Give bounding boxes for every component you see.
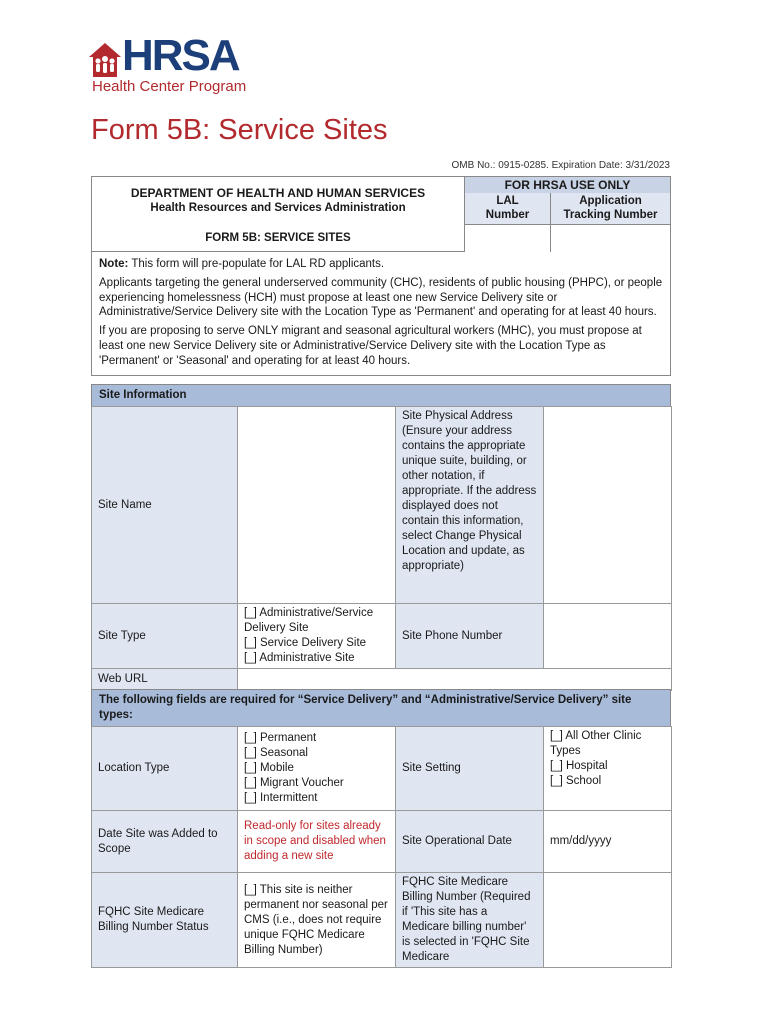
logo-wordmark: HRSA	[122, 31, 239, 80]
fqhc-status-label: FQHC Site Medicare Billing Number Status	[92, 873, 238, 968]
site-address-field[interactable]	[544, 407, 672, 604]
fqhc-number-label: FQHC Site Medicare Billing Number (Required if 'This site has a Medicare billing number' is selected in 'FQHC Site Medicare	[396, 873, 544, 968]
site-type-options	[238, 604, 396, 669]
readonly-note: Read-only for sites already in scope and disabled when adding a new site	[238, 811, 396, 873]
table-row	[92, 407, 672, 604]
tracking-number-field[interactable]	[551, 224, 670, 252]
location-option-migrant-voucher[interactable]: [_] Migrant Voucher	[244, 777, 344, 789]
location-type-label: Location Type	[92, 727, 238, 811]
site-type-option-admin[interactable]: [_] Administrative Site	[244, 652, 355, 664]
location-option-permanent[interactable]: [_] Permanent	[244, 732, 317, 744]
tracking-number-column	[550, 193, 670, 251]
site-type-option-admin-service[interactable]: [_] Administrative/Service Delivery Site	[244, 607, 374, 634]
site-name-label: Site Name	[92, 407, 238, 604]
web-url-field[interactable]	[238, 669, 672, 691]
site-name-field[interactable]	[238, 407, 396, 604]
section-heading-required-fields: The following fields are required for “Service Delivery” and “Administrative/Service Delivery” site types:	[91, 689, 671, 727]
instructions-box	[91, 252, 671, 376]
table-row	[92, 873, 672, 968]
omb-number: OMB No.: 0915-0285. Expiration Date: 3/31/2023	[451, 160, 670, 171]
table-row	[92, 811, 672, 873]
table-row	[92, 669, 672, 691]
page-title: Form 5B: Service Sites	[91, 114, 388, 146]
location-type-options	[238, 727, 396, 811]
date-added-label: Date Site was Added to Scope	[92, 811, 238, 873]
site-setting-options	[544, 727, 672, 811]
site-information-table	[91, 406, 672, 691]
required-fields-table	[91, 726, 672, 968]
fqhc-status-option[interactable]: [_] This site is neither permanent nor seasonal per CMS (i.e., does not require unique FQHC Medicare Billing Number)	[238, 873, 396, 968]
lal-number-column	[464, 193, 550, 251]
form-name: FORM 5B: SERVICE SITES	[205, 232, 351, 244]
header-left	[92, 177, 464, 251]
table-row	[92, 727, 672, 811]
site-phone-field[interactable]	[544, 604, 672, 669]
location-option-seasonal[interactable]: [_] Seasonal	[244, 747, 308, 759]
location-option-mobile[interactable]: [_] Mobile	[244, 762, 294, 774]
setting-option-school[interactable]: [_] School	[550, 775, 602, 787]
lal-number-field[interactable]	[465, 224, 550, 252]
site-type-label: Site Type	[92, 604, 238, 669]
department-name: DEPARTMENT OF HEALTH AND HUMAN SERVICES	[130, 186, 426, 200]
hrsa-logo	[88, 31, 278, 100]
site-address-label: Site Physical Address (Ensure your address contains the appropriate unique suite, building, or other notation, if appropriate. If the address displayed does not contain this information, select Change Physical Location and update, as appropriate)	[396, 407, 544, 604]
site-type-option-service[interactable]: [_] Service Delivery Site	[244, 637, 367, 649]
site-setting-label: Site Setting	[396, 727, 544, 811]
house-family-icon	[88, 42, 122, 78]
hrsa-use-only-heading: FOR HRSA USE ONLY	[464, 177, 670, 193]
web-url-label: Web URL	[92, 669, 238, 691]
site-phone-label: Site Phone Number	[396, 604, 544, 669]
logo-subtitle: Health Center Program	[92, 78, 247, 95]
agency-name: Health Resources and Services Administration	[150, 202, 406, 214]
tracking-number-label: Application Tracking Number	[563, 195, 658, 221]
lal-number-label: LAL Number	[485, 195, 530, 221]
setting-option-other-clinic[interactable]: [_] All Other Clinic Types	[550, 730, 642, 757]
section-heading-site-information: Site Information	[91, 384, 671, 407]
instruction-paragraph-1: Applicants targeting the general underserved community (CHC), residents of public housing (PHPC), or people experiencing homelessness (HCH) must propose at least one new Service Delivery site or Administrative/Service Delivery site with the Location Type as 'Permanent' and operating for at least 40 hours.	[99, 276, 663, 319]
instruction-paragraph-2: If you are proposing to serve ONLY migrant and seasonal agricultural workers (MHC), you must propose at least one new Service Delivery site or Administrative/Service Delivery site with the Location Type as 'Permanent' or 'Seasonal' and operating for at least 40 hours.	[99, 325, 642, 367]
table-row	[92, 604, 672, 669]
operational-date-field[interactable]: mm/dd/yyyy	[544, 811, 672, 873]
fqhc-number-field[interactable]	[544, 873, 672, 968]
setting-option-hospital[interactable]: [_] Hospital	[550, 760, 608, 772]
location-option-intermittent[interactable]: [_] Intermittent	[244, 792, 318, 804]
operational-date-label: Site Operational Date	[396, 811, 544, 873]
form-header-box	[91, 176, 671, 252]
note-line: Note: This form will pre-populate for LAL RD applicants.	[99, 258, 385, 270]
